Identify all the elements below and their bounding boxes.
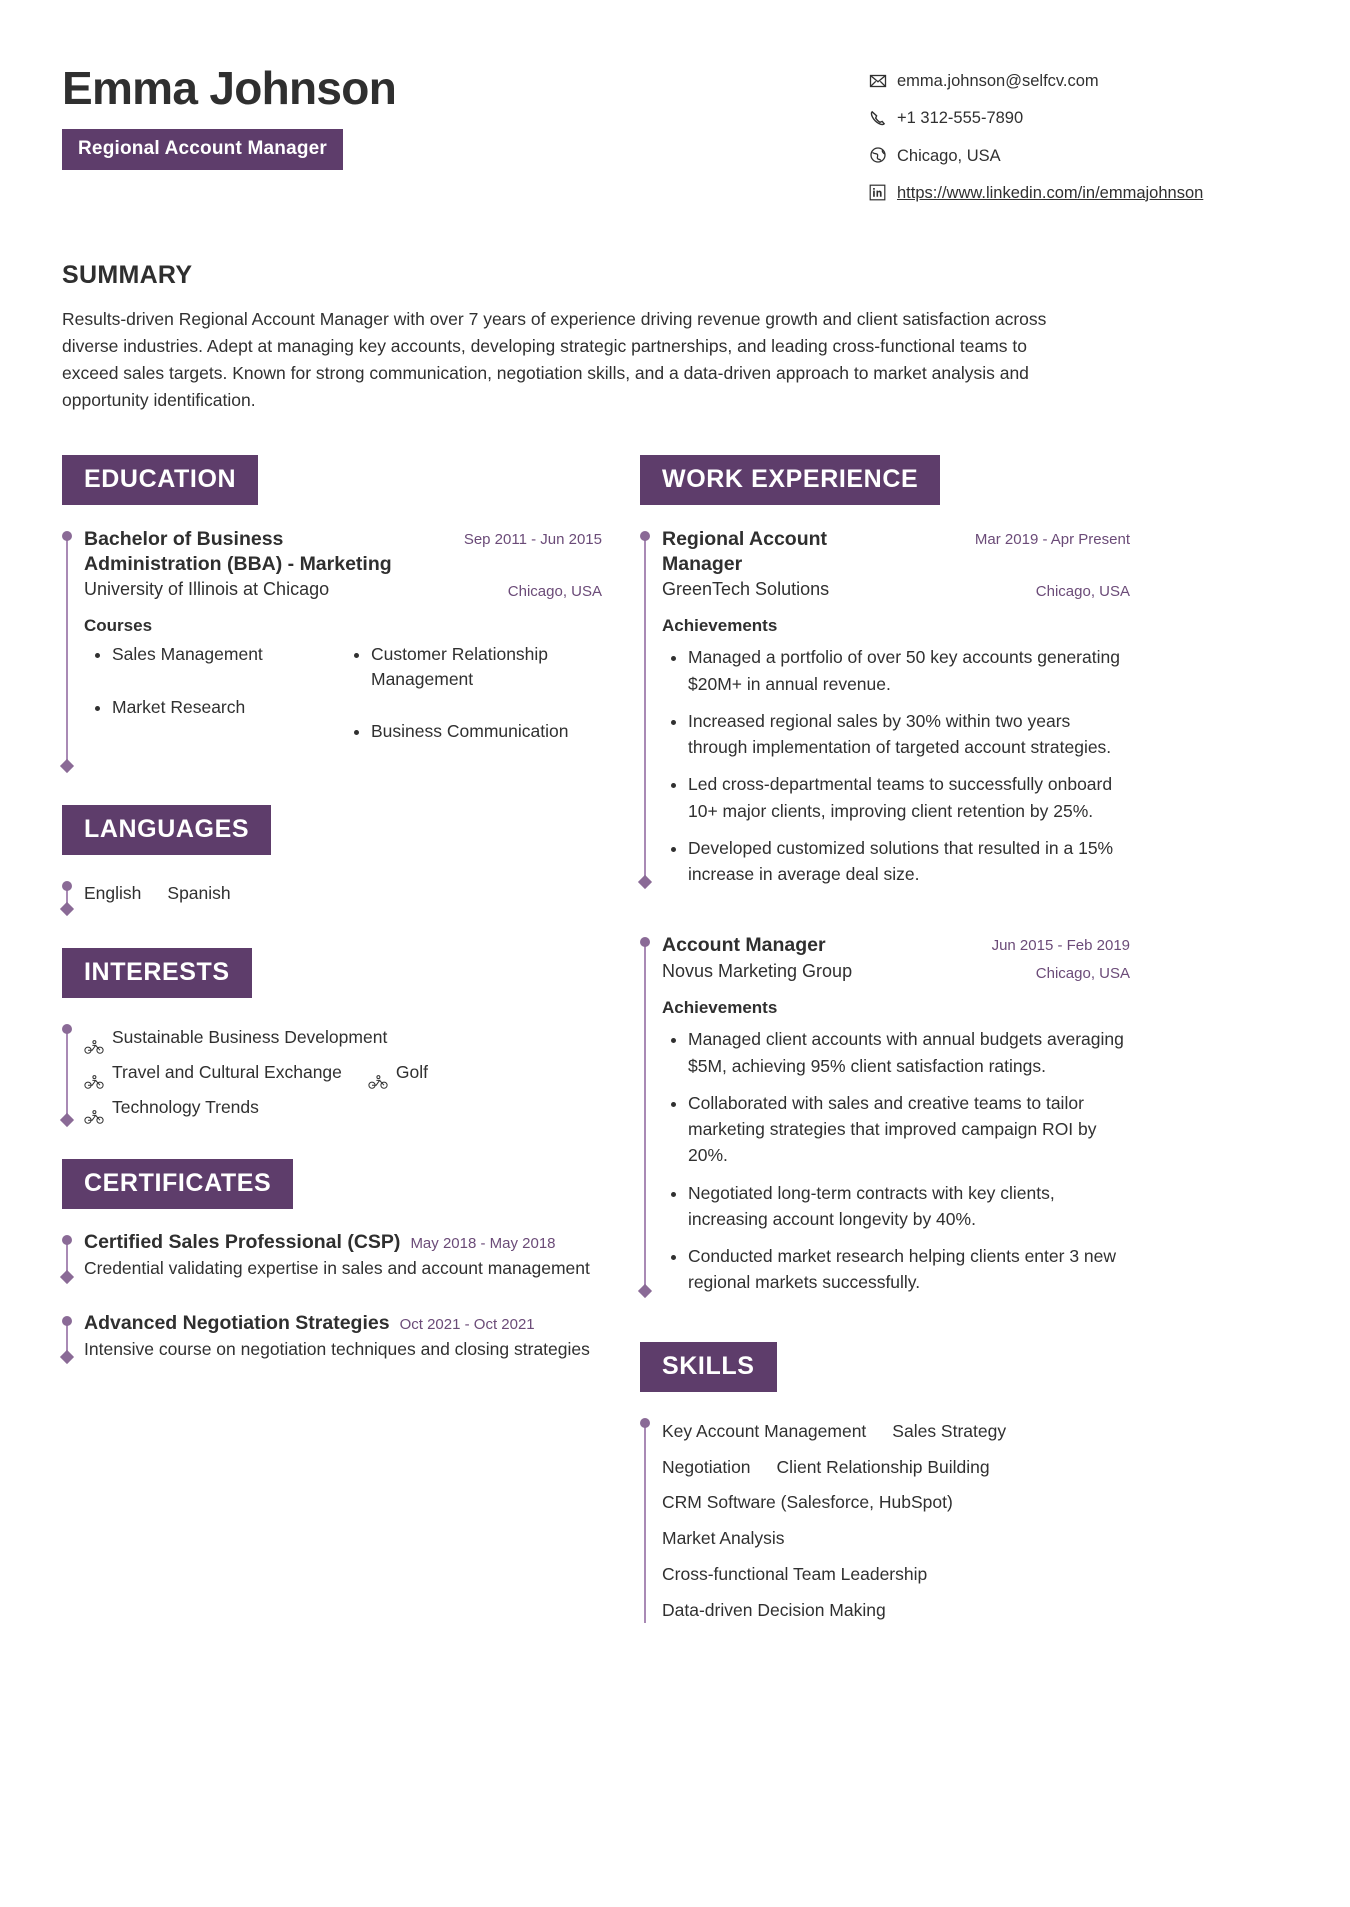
skill-item: Market Analysis <box>662 1528 785 1549</box>
contact-linkedin-text[interactable]: https://www.linkedin.com/in/emmajohnson <box>897 183 1204 202</box>
right-column <box>640 455 1130 1629</box>
education-school: University of Illinois at Chicago <box>84 579 330 600</box>
contact-item-phone <box>868 107 1288 129</box>
achievement-item: • Collaborated with sales and creative teams to tailor marketing strategies that improved campaign ROI by 20%. <box>688 1090 1130 1169</box>
candidate-name: Emma Johnson <box>62 62 397 114</box>
contact-phone-text: +1 312-555-7890 <box>897 109 1024 128</box>
skill-item: Client Relationship Building <box>776 1456 990 1477</box>
achievement-item: • Led cross-departmental teams to successfully onboard 10+ major clients, improving client retention by 25%. <box>688 771 1130 824</box>
timeline-line <box>644 941 646 1289</box>
work-location: Chicago, USA <box>1035 965 1130 983</box>
contact-item-location <box>868 145 1288 167</box>
timeline-dot <box>640 937 650 947</box>
course-item: • Business Communication <box>371 719 602 743</box>
timeline-line <box>66 1028 68 1119</box>
contact-list <box>868 58 1288 219</box>
work-entry-head <box>662 933 1130 958</box>
timeline-diamond <box>60 902 74 916</box>
work-role: Regional Account Manager <box>662 527 828 575</box>
certificate-description: Intensive course on negotiation techniques and closing strategies <box>84 1338 590 1359</box>
work-section <box>640 455 1130 1296</box>
interests-section <box>62 948 602 1125</box>
work-entry <box>640 527 1130 888</box>
education-location: Chicago, USA <box>507 583 602 601</box>
education-sub-row <box>84 579 602 600</box>
header-identity <box>62 58 396 170</box>
left-column <box>62 455 602 1629</box>
contact-item-email <box>868 70 1288 92</box>
work-company: Novus Marketing Group <box>662 961 853 982</box>
interest-item <box>84 1020 387 1055</box>
certificate-name: Advanced Negotiation Strategies <box>84 1311 390 1334</box>
timeline-dot <box>62 531 72 541</box>
timeline-dot <box>62 1235 72 1245</box>
skill-item: Key Account Management <box>662 1420 867 1441</box>
skills-section <box>640 1342 1130 1629</box>
courses-column-left <box>84 642 343 770</box>
achievements-list <box>662 1026 1130 1295</box>
timeline-dot <box>62 881 72 891</box>
achievements-label: Achievements <box>662 616 778 636</box>
linkedin-icon <box>868 183 887 202</box>
achievements-label: Achievements <box>662 998 778 1018</box>
languages-list <box>62 877 602 914</box>
interest-label: Sustainable Business Development <box>112 1027 388 1048</box>
courses-column-right <box>343 642 602 770</box>
achievement-item: • Managed a portfolio of over 50 key accounts generating $20M+ in annual revenue. <box>688 644 1130 697</box>
bicycle-icon <box>84 1101 104 1115</box>
bicycle-icon <box>84 1031 104 1045</box>
certificate-date: May 2018 - May 2018 <box>410 1235 556 1253</box>
interest-label: Technology Trends <box>112 1097 259 1118</box>
timeline-diamond <box>638 875 652 889</box>
timeline-line <box>66 535 68 765</box>
bicycle-icon <box>84 1066 104 1080</box>
globe-icon <box>868 146 887 165</box>
timeline-diamond <box>60 759 74 773</box>
timeline-dot <box>62 1024 72 1034</box>
interest-label: Golf <box>395 1062 429 1083</box>
work-role: Account Manager <box>662 934 826 957</box>
education-section <box>62 455 602 771</box>
work-sub-row <box>662 961 1130 982</box>
skill-item: Cross-functional Team Leadership <box>662 1564 928 1585</box>
skill-row <box>662 1414 1130 1450</box>
summary-section <box>62 261 1288 415</box>
achievement-item: • Negotiated long-term contracts with key clients, increasing account longevity by 40%. <box>688 1180 1130 1233</box>
envelope-icon <box>868 71 887 90</box>
certificates-heading: CERTIFICATES <box>62 1159 293 1209</box>
timeline-line <box>644 535 646 882</box>
achievement-item: • Increased regional sales by 30% within two years through implementation of targeted account strategies. <box>688 708 1130 761</box>
skills-list <box>640 1414 1130 1629</box>
education-heading: EDUCATION <box>62 455 258 505</box>
work-date: Mar 2019 - Apr Present <box>974 530 1130 548</box>
certificate-head <box>84 1312 602 1335</box>
languages-items <box>84 877 602 910</box>
education-band-wrap <box>0 455 602 505</box>
courses-grid <box>84 642 602 770</box>
language-item: Spanish <box>167 882 231 903</box>
work-date: Jun 2015 - Feb 2019 <box>991 937 1130 955</box>
language-item: English <box>84 882 142 903</box>
achievement-item: • Conducted market research helping clients enter 3 new regional markets successfully. <box>688 1243 1130 1296</box>
interest-item <box>84 1055 342 1090</box>
summary-heading: SUMMARY <box>62 261 193 290</box>
skill-item: Negotiation <box>662 1456 751 1477</box>
work-heading: WORK EXPERIENCE <box>640 455 940 505</box>
skill-row <box>662 1450 1130 1486</box>
timeline-diamond <box>60 1269 74 1283</box>
timeline-dot <box>640 531 650 541</box>
certificate-description: Credential validating expertise in sales and account management <box>84 1258 590 1279</box>
skill-item: Sales Strategy <box>892 1420 1007 1441</box>
education-date: Sep 2011 - Jun 2015 <box>463 530 602 548</box>
course-item: • Customer Relationship Management <box>371 642 602 690</box>
skill-item: Data-driven Decision Making <box>662 1600 886 1621</box>
summary-text: Results-driven Regional Account Manager with over 7 years of experience driving revenue growth and client satisfaction across diverse industries. Adept at managing key accounts, developing strategic partnerships, and leading cross-functional teams to exceed sales targets. Known for strong communication, negotiation skills, and a data-driven approach to market analysis and opportunity identification. <box>62 309 1047 411</box>
certificate-entry <box>62 1231 602 1281</box>
skill-row <box>662 1557 1130 1593</box>
interest-row <box>84 1090 602 1125</box>
skill-row <box>662 1593 1130 1629</box>
contact-location-text: Chicago, USA <box>897 146 1001 165</box>
certificates-band-wrap <box>0 1159 602 1209</box>
certificate-entry <box>62 1312 602 1362</box>
languages-heading: LANGUAGES <box>62 805 271 855</box>
candidate-title-band: Regional Account Manager <box>62 129 343 170</box>
resume-header <box>62 48 1288 219</box>
interests-list <box>62 1020 602 1125</box>
timeline-diamond <box>638 1284 652 1298</box>
interest-row <box>84 1055 602 1090</box>
achievements-list <box>662 644 1130 887</box>
work-entry <box>640 933 1130 1295</box>
course-item: • Market Research <box>112 695 343 719</box>
certificates-section <box>62 1159 602 1362</box>
content-columns <box>62 455 1288 1629</box>
work-company: GreenTech Solutions <box>662 579 830 600</box>
timeline-dot <box>640 1418 650 1428</box>
work-location: Chicago, USA <box>1035 583 1130 601</box>
certificate-date: Oct 2021 - Oct 2021 <box>399 1315 535 1333</box>
education-entry <box>62 527 602 771</box>
timeline-diamond <box>60 1113 74 1127</box>
interests-heading: INTERESTS <box>62 948 252 998</box>
skill-item: CRM Software (Salesforce, HubSpot) <box>662 1492 953 1513</box>
skills-heading: SKILLS <box>640 1342 777 1392</box>
work-entry-head <box>662 527 1130 577</box>
courses-label: Courses <box>84 616 153 636</box>
education-degree: Bachelor of Business Administration (BBA) - Marketing <box>84 527 392 575</box>
languages-band-wrap <box>0 805 602 855</box>
timeline-dot <box>62 1316 72 1326</box>
work-band-wrap <box>640 455 1130 505</box>
interest-row <box>84 1020 602 1055</box>
skill-rows <box>662 1414 1130 1629</box>
skills-band-wrap <box>640 1342 1130 1392</box>
skill-row <box>662 1521 1130 1557</box>
interest-label: Travel and Cultural Exchange <box>112 1062 342 1083</box>
contact-item-linkedin[interactable] <box>868 182 1288 204</box>
education-entry-head <box>84 527 602 577</box>
skill-row <box>662 1485 1130 1521</box>
phone-icon <box>868 108 887 127</box>
certificate-name: Certified Sales Professional (CSP) <box>84 1231 401 1254</box>
timeline-diamond <box>60 1350 74 1364</box>
languages-section <box>62 805 602 914</box>
course-item: • Sales Management <box>112 642 343 666</box>
bicycle-icon <box>368 1066 388 1080</box>
interest-item <box>368 1055 428 1090</box>
achievement-item: • Developed customized solutions that resulted in a 15% increase in average deal size. <box>688 835 1130 888</box>
work-sub-row <box>662 579 1130 600</box>
interest-item <box>84 1090 259 1125</box>
interests-band-wrap <box>0 948 602 998</box>
timeline-line <box>644 1422 646 1623</box>
achievement-item: • Managed client accounts with annual budgets averaging $5M, achieving 95% client satisfaction ratings. <box>688 1026 1130 1079</box>
certificate-head <box>84 1231 602 1254</box>
contact-email-text: emma.johnson@selfcv.com <box>897 72 1099 90</box>
